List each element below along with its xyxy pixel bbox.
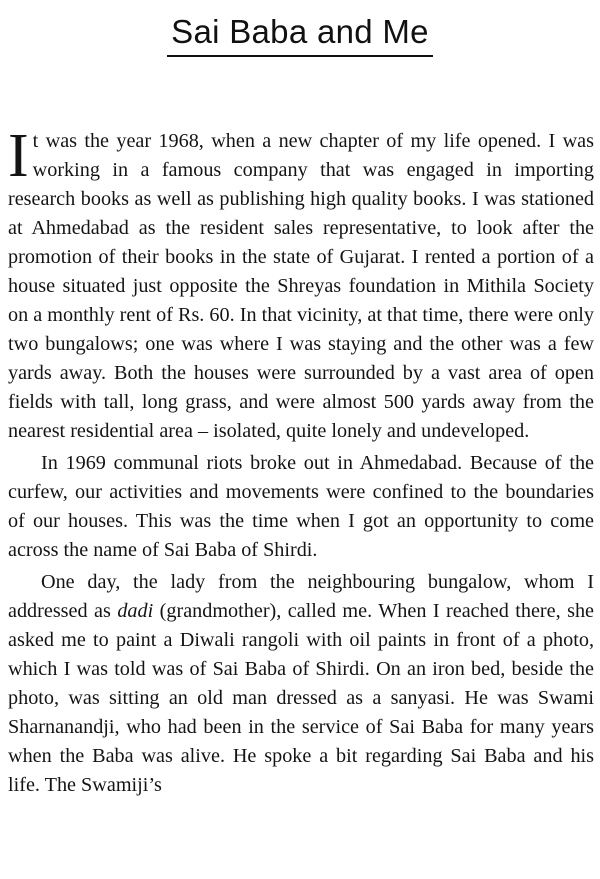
paragraph-3-text-after: (grandmother), called me. When I reached there, she asked me to paint a Diwali rangoli with oil paints in front of a photo, which I was told was of Sai Baba of Shirdi. On an iron bed, beside the photo, was sitting an old man dressed as a sanyasi. He was Swami Sharnanandji, who had been in the service of Sai Baba for many years when the Baba was alive. He spoke a bit regarding Sai Baba and his life. The Swamiji’s [8,600,594,796]
paragraph-1-text: t was the year 1968, when a new chapter of my life opened. I was working in a famous company that was engaged in importing research books as well as publishing high quality books. I was stationed at Ahmedabad as the resident sales representative, to look after the promotion of their books in the state of Gujarat. I rented a portion of a house situated just opposite the Shreyas foundation in Mithila Society on a monthly rent of Rs. 60. In that vicinity, at that time, there were only two bungalows; one was where I was staying and the other was a few yards away. Both the houses were surrounded by a vast area of open fields with tall, long grass, and were almost 500 yards away from the nearest residential area – isolated, quite lonely and undeveloped. [8,130,594,442]
italic-term: dadi [117,600,154,622]
paragraph-2 [8,449,594,565]
paragraph-3 [8,568,594,800]
paragraph-3-text-before: One day, the lady from the neighbouring bungalow, whom I addressed as [8,571,594,622]
drop-cap: I [8,122,29,190]
paragraph-1 [8,122,594,446]
paragraph-2-text: In 1969 communal riots broke out in Ahmedabad. Because of the curfew, our activities and movements were confined to the boundaries of our houses. This was the time when I got an opportunity to come across the name of Sai Baba of Shirdi. [8,452,594,561]
chapter-body [8,122,594,800]
chapter-heading [0,12,600,57]
chapter-title: Sai Baba and Me [167,12,433,57]
